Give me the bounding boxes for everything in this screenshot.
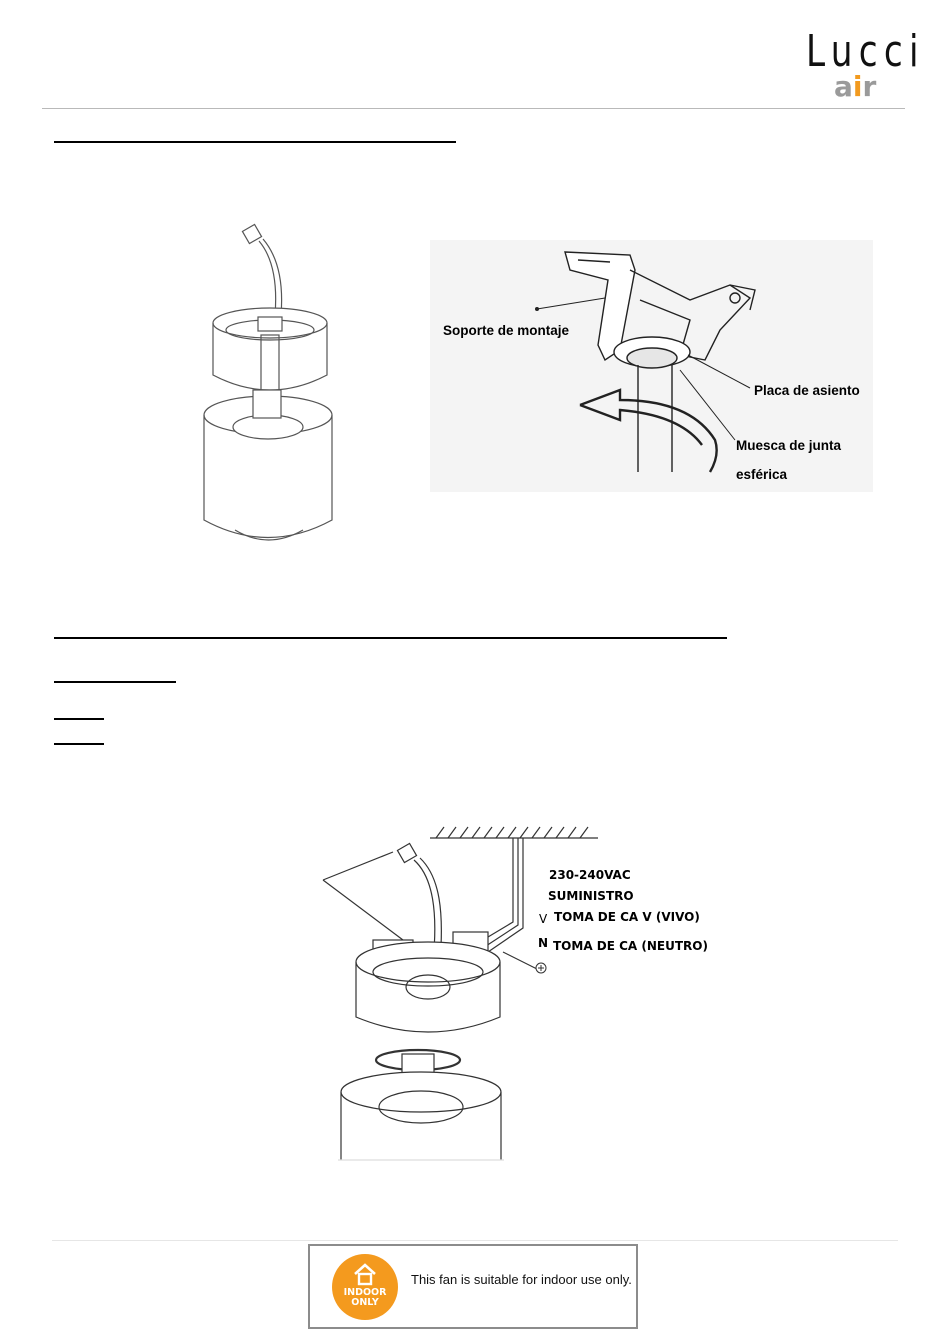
mounting-bracket-figure xyxy=(430,240,873,492)
mounting-bracket-label: Soporte de montaje xyxy=(443,323,570,338)
badge-line2: ONLY xyxy=(351,1297,379,1308)
ball-joint-notch-label-line2: esférica xyxy=(736,467,788,482)
indoor-notice-text: This fan is suitable for indoor use only. xyxy=(411,1272,632,1287)
ball-joint-notch-label-line1: Muesca de junta xyxy=(736,438,842,453)
live-label: TOMA DE CA V (VIVO) xyxy=(554,910,700,924)
house-icon xyxy=(352,1262,378,1286)
indoor-only-badge xyxy=(332,1254,398,1320)
neutral-label: TOMA DE CA (NEUTRO) xyxy=(553,939,708,953)
neutral-letter: N xyxy=(538,936,549,950)
mounting-bracket-illustration xyxy=(430,240,873,492)
subheading-underline xyxy=(54,681,176,683)
step-underline-1 xyxy=(54,718,104,720)
footer-divider xyxy=(52,1240,898,1241)
brand-subname: air xyxy=(834,70,877,103)
header-divider xyxy=(42,108,905,109)
supply-voltage-label: 230-240VAC xyxy=(549,868,631,882)
fan-motor-canopy-illustration xyxy=(195,215,355,560)
live-letter: V xyxy=(539,912,548,926)
brand-name: Lucci xyxy=(806,26,925,77)
step-underline-2 xyxy=(54,743,104,745)
indoor-use-notice xyxy=(308,1244,638,1329)
seat-plate-label: Placa de asiento xyxy=(754,383,860,398)
badge-line1: INDOOR xyxy=(343,1287,387,1298)
section-heading-underline-2 xyxy=(54,637,727,639)
section-heading-underline-1 xyxy=(54,141,456,143)
earth-ground-icon xyxy=(536,963,546,973)
supply-label: SUMINISTRO xyxy=(548,889,634,903)
